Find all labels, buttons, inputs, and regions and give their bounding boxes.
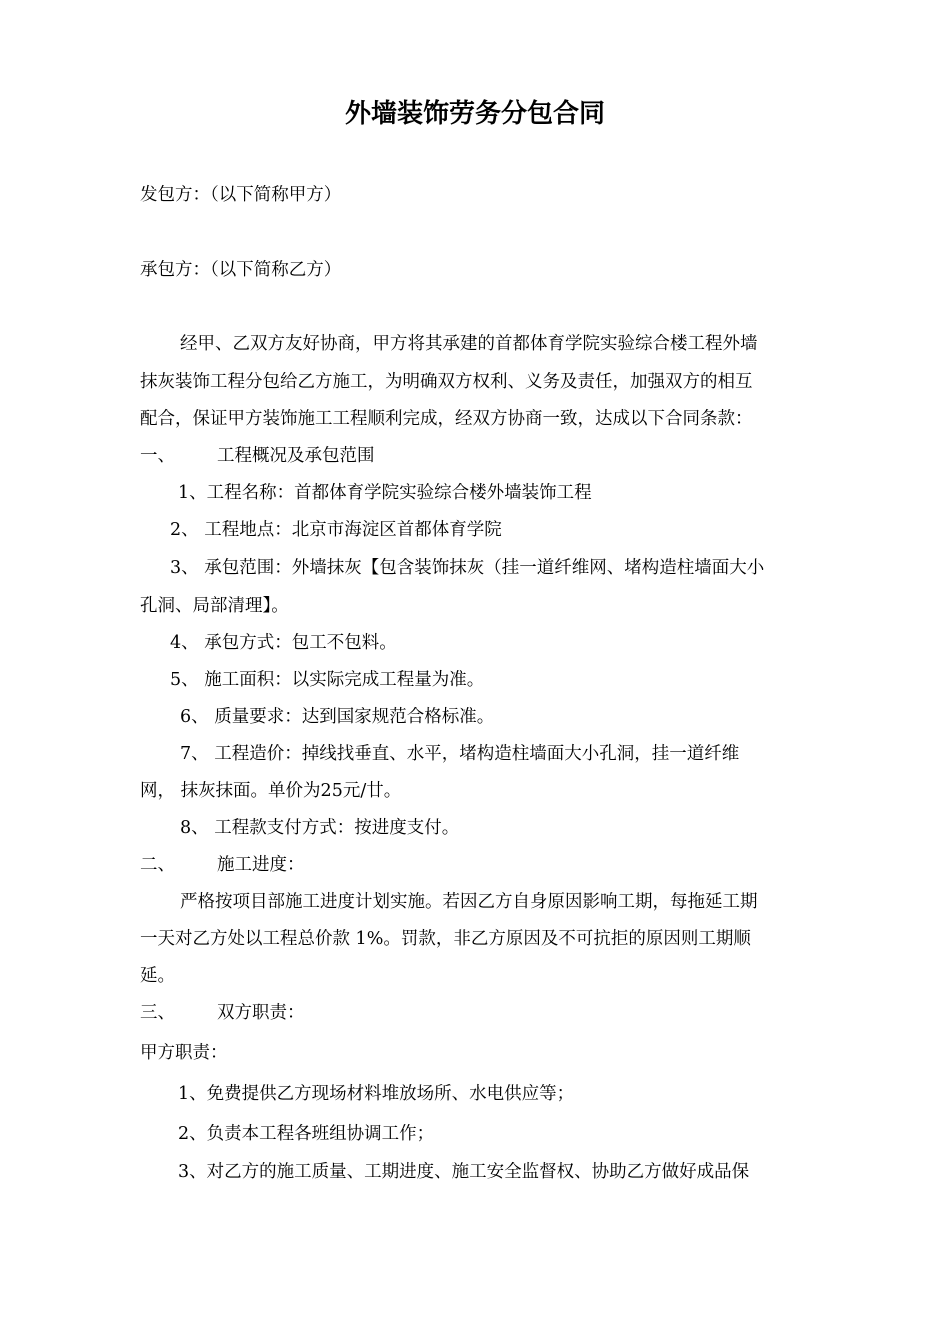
paragraph-line: 延。 (140, 966, 175, 986)
section-heading: 双方职责： (217, 1003, 305, 1023)
section-number: 一、 (140, 446, 175, 466)
list-item: 5、 施工面积：以实际完成工程量为准。 (170, 670, 485, 690)
list-item: 孔洞、局部清理】。 (140, 596, 289, 616)
section-heading: 施工进度： (217, 855, 305, 875)
paragraph-line: 一天对乙方处以工程总价款 1%。罚款，非乙方原因及不可抗拒的原因则工期顺 (140, 929, 751, 949)
paragraph-line: 严格按项目部施工进度计划实施。若因乙方自身原因影响工期，每拖延工期 (180, 892, 758, 912)
list-item: 3、 承包范围：外墙抹灰【包含装饰抹灰（挂一道纤维网、堵构造柱墙面大小 (170, 558, 765, 578)
list-item: 8、 工程款支付方式：按进度支付。 (180, 818, 460, 838)
list-item: 2、负责本工程各班组协调工作； (178, 1124, 435, 1144)
subsection-heading: 甲方职责： (140, 1043, 228, 1063)
list-item: 7、 工程造价：掉线找垂直、水平，堵构造柱墙面大小孔洞，挂一道纤维 (180, 744, 740, 764)
section-heading: 工程概况及承包范围 (217, 446, 375, 466)
intro-line: 抹灰装饰工程分包给乙方施工，为明确双方权利、义务及责任，加强双方的相互 (140, 372, 753, 392)
intro-line: 配合，保证甲方装饰施工工程顺利完成，经双方协商一致，达成以下合同条款： (140, 409, 753, 429)
section-number: 二、 (140, 855, 175, 875)
list-item: 2、 工程地点：北京市海淀区首都体育学院 (170, 520, 502, 540)
party-a-line: 发包方：（以下简称甲方） (140, 185, 342, 205)
section-number: 三、 (140, 1003, 175, 1023)
list-item: 6、 质量要求：达到国家规范合格标准。 (180, 707, 495, 727)
list-item: 4、 承包方式：包工不包料。 (170, 633, 397, 653)
list-item: 网， 抹灰抹面。单价为25元/廿。 (140, 781, 402, 801)
intro-line: 经甲、乙双方友好协商，甲方将其承建的首都体育学院实验综合楼工程外墙 (180, 334, 758, 354)
list-item: 1、工程名称：首都体育学院实验综合楼外墙装饰工程 (178, 483, 592, 503)
document-title: 外墙装饰劳务分包合同 (344, 99, 605, 129)
list-item: 1、免费提供乙方现场材料堆放场所、水电供应等； (178, 1084, 575, 1104)
party-b-line: 承包方：（以下简称乙方） (140, 260, 342, 280)
list-item: 3、对乙方的施工质量、工期进度、施工安全监督权、协助乙方做好成品保 (178, 1162, 750, 1182)
